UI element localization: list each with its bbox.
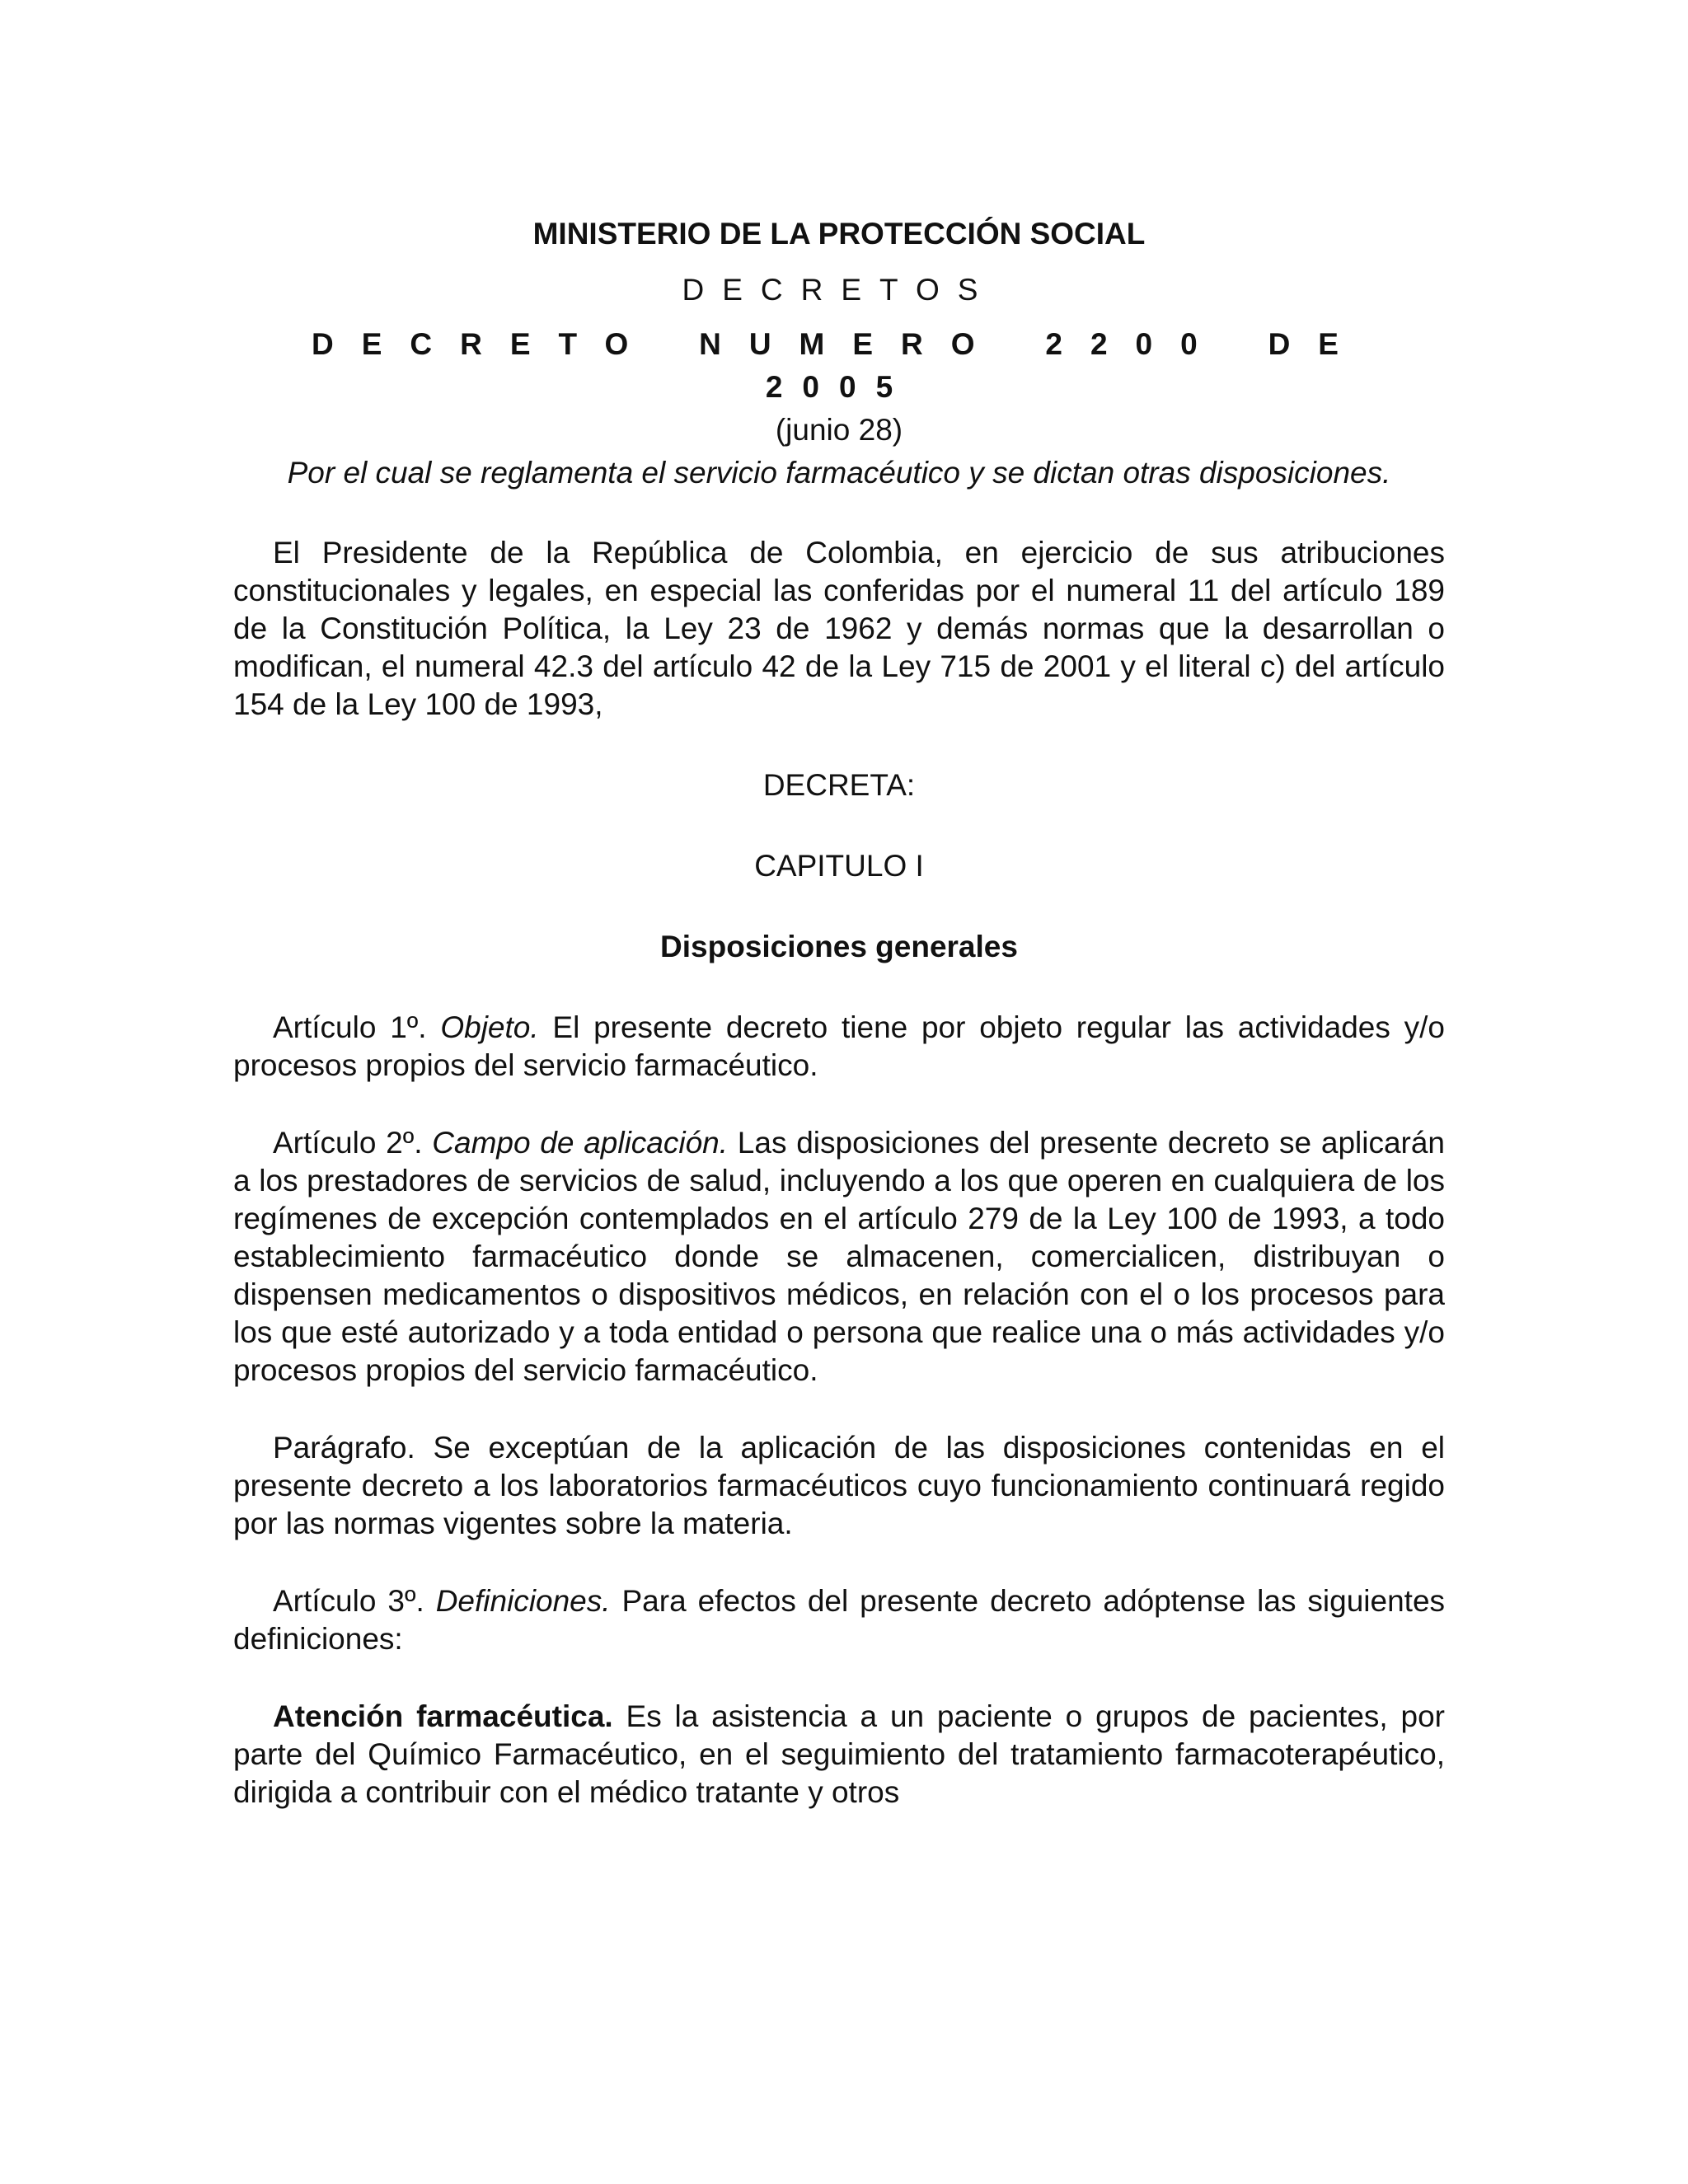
paragraph-label: Parágrafo. bbox=[273, 1431, 415, 1465]
article-text: Las disposiciones del presente decreto se aplicarán a los prestadores de servicios de salud, incluyendo a los que operen en cualquiera de los regímenes de excepción contemplados en el artículo 279 de la Ley 100 de 1993, a todo establecimiento farmacéutico donde se almacenen, comercialicen, distribuyan o dispensen medicamentos o dispositivos médicos, en relación con el o los procesos para los que esté autorizado y a toda entidad o persona que realice una o más actividades y/o procesos propios del servicio farmacéutico. bbox=[233, 1126, 1446, 1387]
article-text: El presente decreto tiene por objeto regular las actividades y/o procesos propios del servicio farmacéutico. bbox=[233, 1010, 1446, 1082]
decreta-heading: DECRETA: bbox=[762, 768, 916, 802]
article-2 bbox=[233, 1124, 1445, 1390]
article-label: Artículo 3º. bbox=[273, 1584, 424, 1618]
preamble-paragraph: El Presidente de la República de Colombia, en ejercicio de sus atribuciones constitucionales y legales, en especial las conferidas por el numeral 11 del artículo 189 de la Constitución Política, la Ley 23 de 1962 y demás normas que la desarrollan o modifican, el numeral 42.3 del artículo 42 de la Ley 715 de 2001 y el literal c) del artículo 154 de la Ley 100 de 1993, bbox=[233, 536, 1445, 721]
article-label: Artículo 1º. bbox=[273, 1010, 427, 1044]
de-word: DE bbox=[1268, 327, 1367, 361]
article-text: Para efectos del presente decreto adóptense las siguientes definiciones: bbox=[233, 1584, 1446, 1656]
article-title: Campo de aplicación. bbox=[432, 1126, 729, 1160]
numero-word: NUMERO bbox=[699, 327, 1003, 361]
document-page bbox=[233, 213, 1445, 1811]
decree-number-row bbox=[233, 323, 1445, 366]
article-title: Objeto. bbox=[440, 1010, 539, 1044]
decree-number: 2200 bbox=[1045, 327, 1226, 361]
decree-date: (junio 28) bbox=[775, 413, 903, 447]
decree-subtitle: Por el cual se reglamenta el servicio farmacéutico y se dictan otras disposiciones. bbox=[287, 456, 1391, 490]
definition-paragraph bbox=[233, 1698, 1445, 1811]
definition-text: Es la asistencia a un paciente o grupos de pacientes, por parte del Químico Farmacéutico, en el seguimiento del tratamiento farmacoterapéutico, dirigida a contribuir con el médico tratante y otros bbox=[233, 1699, 1446, 1809]
section-heading: DECRETOS bbox=[682, 273, 996, 307]
article-3 bbox=[233, 1582, 1445, 1658]
chapter-title: Disposiciones generales bbox=[660, 930, 1018, 963]
article-label: Artículo 2º. bbox=[273, 1126, 423, 1160]
definition-term: Atención farmacéutica. bbox=[273, 1699, 613, 1733]
paragraph-text: Se exceptúan de la aplicación de las disposiciones contenidas en el presente decreto a los laboratorios farmacéuticos cuyo funcionamiento continuará regido por las normas vigentes sobre la materia. bbox=[233, 1431, 1445, 1540]
article-title: Definiciones. bbox=[435, 1584, 611, 1618]
decree-word: DECRETO bbox=[312, 327, 657, 361]
paragraph-exception bbox=[233, 1429, 1445, 1543]
chapter-heading: CAPITULO I bbox=[754, 849, 924, 883]
article-1 bbox=[233, 1009, 1445, 1085]
decree-year: 2005 bbox=[765, 370, 913, 404]
ministry-heading: MINISTERIO DE LA PROTECCIÓN SOCIAL bbox=[532, 217, 1146, 251]
decree-number-heading bbox=[233, 323, 1445, 409]
